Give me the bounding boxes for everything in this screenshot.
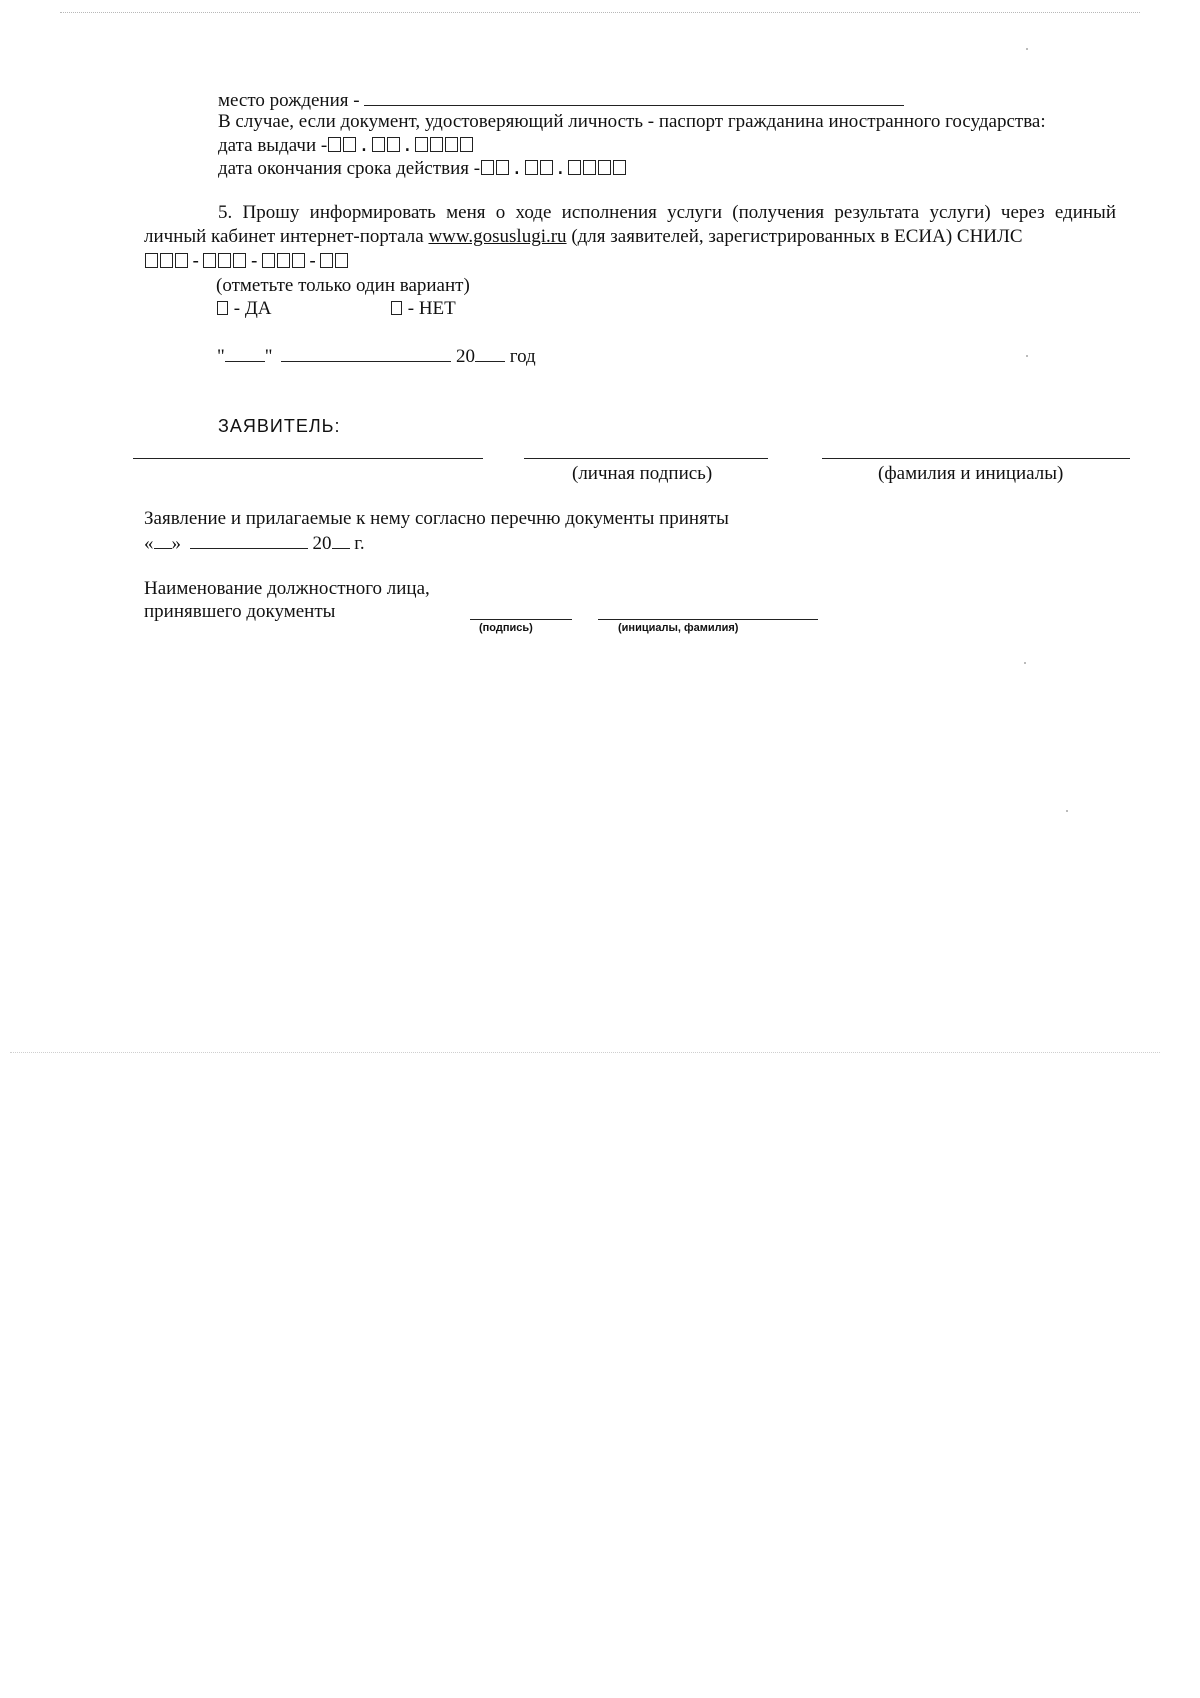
scan-edge-top [60,12,1140,13]
digit-box [460,137,473,152]
digit-box [583,160,596,175]
scan-speck [1026,355,1028,357]
notification-text-start: 5. Прошу информировать меня о ходе исполнения услуги (получения результата услуги) через единый личный кабинет интернет-портала [144,202,1116,247]
applicant-label: ЗАЯВИТЕЛЬ: [218,416,341,436]
birthplace-blank[interactable] [364,89,904,106]
expiry-date-line [218,157,627,180]
digit-box [613,160,626,175]
snils-boxes-line[interactable] [144,250,349,273]
acceptance-date-line [144,532,365,555]
digit-box [445,137,458,152]
scan-speck [1024,662,1026,664]
scan-speck [1066,810,1068,812]
year-suffix: год [509,346,536,367]
digit-box [430,137,443,152]
notification-paragraph [144,201,1116,249]
acceptance-statement: Заявление и прилагаемые к нему согласно перечню документы приняты [144,508,729,529]
acceptance-year-blank[interactable] [332,532,350,549]
checkbox-no[interactable] [391,301,402,315]
digit-box [175,253,188,268]
snils-boxes[interactable]: - - - [144,252,349,272]
applicant-signature-caption: (личная подпись) [572,463,713,484]
digit-box [372,137,385,152]
digit-box [160,253,173,268]
foreign-passport-intro: В случае, если документ, удостоверяющий личность - паспорт гражданина иностранного государства: [218,111,1046,132]
official-signature-line[interactable] [470,619,572,620]
acceptance-close-quote: » [171,533,181,554]
digit-box [203,253,216,268]
expiry-date-label: дата окончания срока действия - [218,158,481,179]
digit-box [598,160,611,175]
issue-date-line [218,134,474,157]
digit-box [292,253,305,268]
digit-box [145,253,158,268]
notification-text-end: (для заявителей, зарегистрированных в ЕСИА) СНИЛС [571,226,1023,247]
digit-box [496,160,509,175]
digit-box [387,137,400,152]
applicant-name-caption: (фамилия и инициалы) [878,463,1064,484]
digit-box [277,253,290,268]
expiry-date-boxes[interactable]: . . [480,159,627,179]
scan-speck [1026,48,1028,50]
official-name-line[interactable] [598,619,818,620]
day-blank[interactable] [225,345,265,362]
official-title-line1: Наименование должностного лица, [144,578,430,599]
application-date-line [217,345,536,368]
issue-date-label: дата выдачи - [218,135,328,156]
digit-box [540,160,553,175]
applicant-position-line[interactable] [133,458,483,459]
acceptance-year-suffix: г. [354,533,365,554]
digit-box [328,137,341,152]
digit-box [233,253,246,268]
year-prefix: 20 [456,346,476,367]
option-yes[interactable] [216,298,272,320]
option-no-label: - НЕТ [407,298,456,319]
acceptance-month-blank[interactable] [190,532,308,549]
digit-box [262,253,275,268]
option-yes-label: - ДА [233,298,272,319]
digit-box [568,160,581,175]
official-signature-caption: (подпись) [479,622,533,634]
digit-box [320,253,333,268]
acceptance-year-prefix: 20 [312,533,332,554]
digit-box [218,253,231,268]
gosuslugi-link[interactable]: www.gosuslugi.ru [428,226,567,247]
date-open-quote: " [217,346,225,367]
digit-box [343,137,356,152]
option-no[interactable] [390,298,456,320]
digit-box [335,253,348,268]
scan-edge-middle [10,1052,1160,1053]
acceptance-day-blank[interactable] [154,532,172,549]
issue-date-boxes[interactable]: . . [327,136,474,156]
birthplace-label: место рождения - [218,90,360,111]
digit-box [525,160,538,175]
digit-box [481,160,494,175]
applicant-name-line[interactable] [822,458,1130,459]
official-name-caption: (инициалы, фамилия) [618,622,739,634]
year-blank[interactable] [475,345,505,362]
official-title-line2: принявшего документы [144,601,336,622]
acceptance-open-quote: « [144,533,154,554]
applicant-signature-line[interactable] [524,458,768,459]
date-close-quote: " [264,346,273,367]
checkbox-yes[interactable] [217,301,228,315]
month-blank[interactable] [281,345,451,362]
birthplace-line [218,89,904,112]
digit-box [415,137,428,152]
choice-hint: (отметьте только один вариант) [216,275,470,296]
